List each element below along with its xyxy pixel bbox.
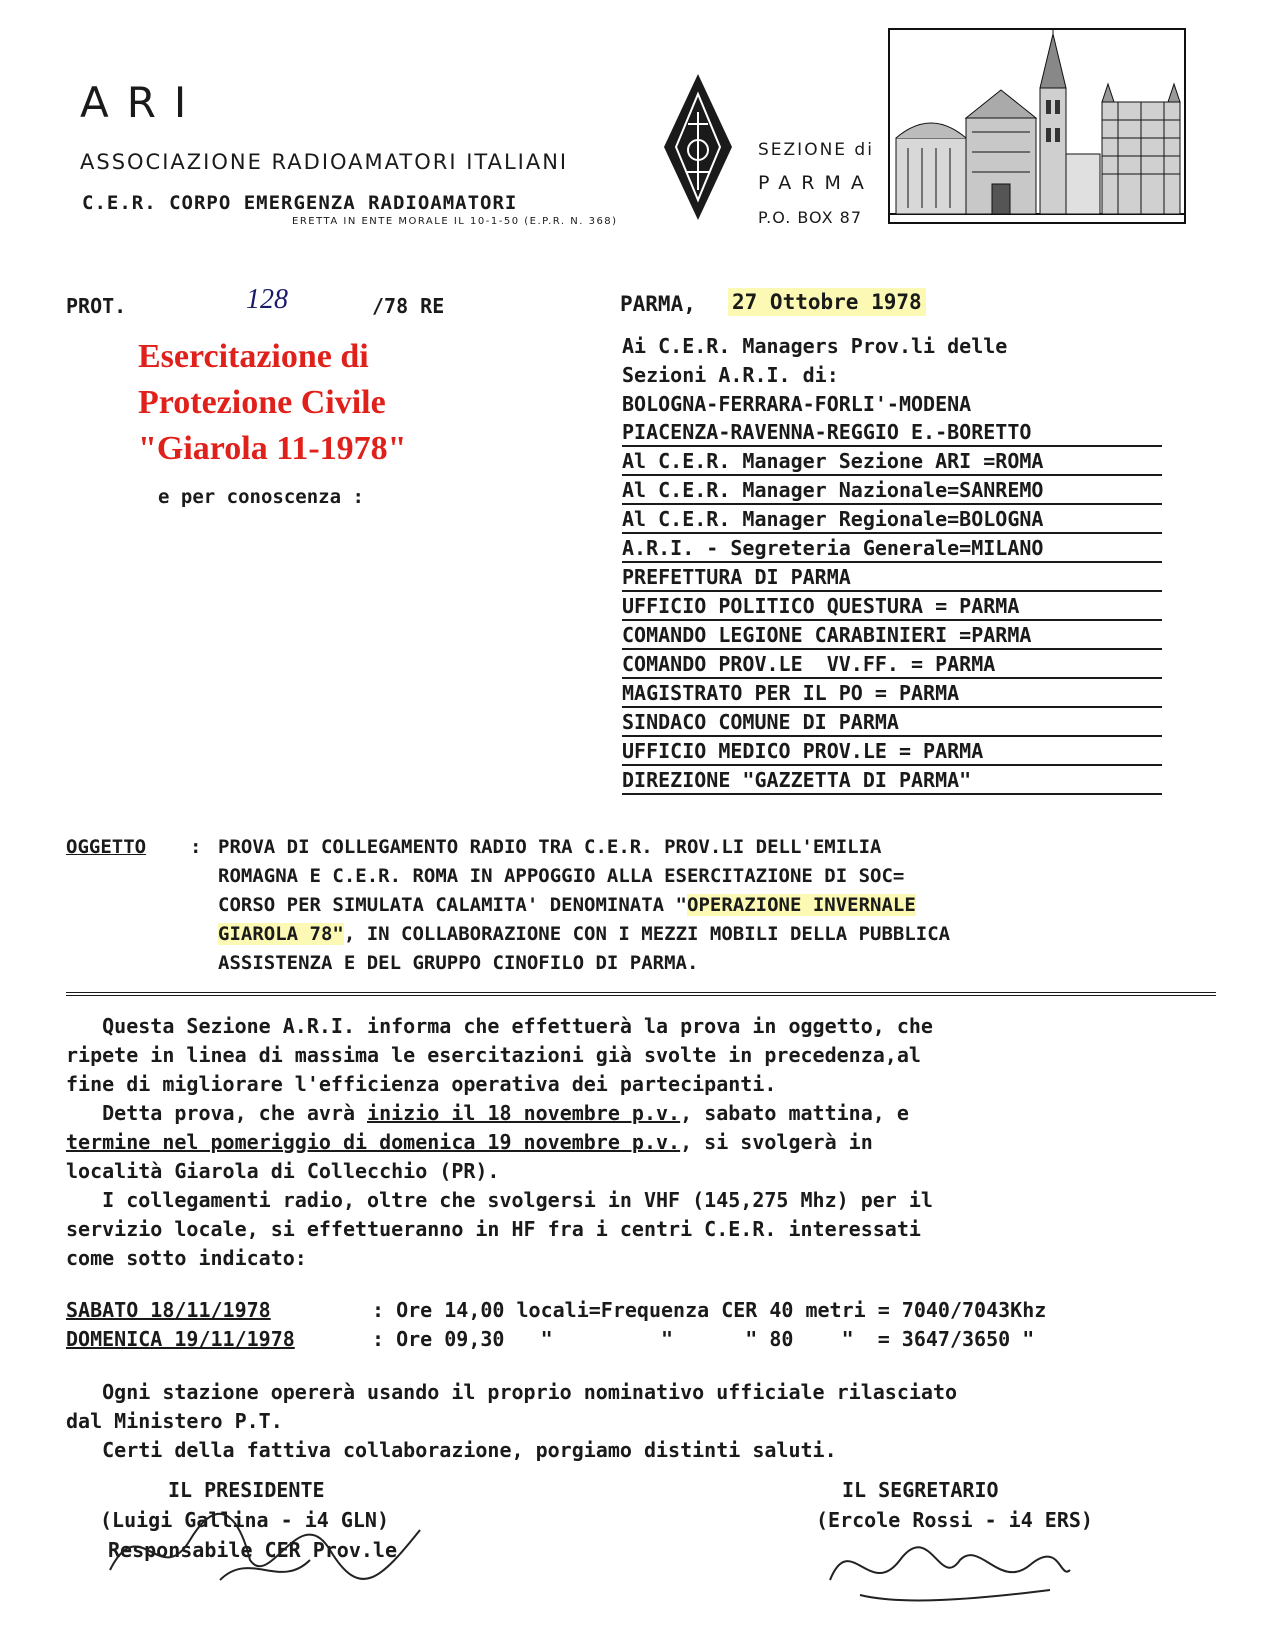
oggetto-text: CORSO PER SIMULATA CALAMITA' DENOMINATA " (218, 894, 687, 916)
recipient-line: BOLOGNA-FERRARA-FORLI'-MODENA (622, 392, 972, 416)
body-underlined: inizio il 18 novembre p.v. (367, 1101, 681, 1125)
body-line: Questa Sezione A.R.I. informa che effettuerà la prova in oggetto, che (66, 1014, 933, 1038)
oggetto-line: PROVA DI COLLEGAMENTO RADIO TRA C.E.R. PROV.LI DELL'EMILIA (218, 836, 882, 858)
oggetto-line (218, 923, 950, 945)
president-role: Responsabile CER Prov.le (108, 1538, 397, 1562)
schedule-detail: : Ore 09,30 " " " 80 " = 3647/3650 " (372, 1327, 1035, 1351)
prot-number: 128 (246, 284, 288, 315)
body-line: fine di migliorare l'efficienza operativa dei partecipanti. (66, 1072, 777, 1096)
recipient-line: COMANDO LEGIONE CARABINIERI =PARMA (622, 623, 1162, 650)
oggetto-highlight: GIAROLA 78" (218, 923, 344, 945)
body-text: , si svolgerà in (680, 1130, 873, 1154)
recipient-line: MAGISTRATO PER IL PO = PARMA (622, 681, 1162, 708)
closing-line: dal Ministero P.T. (66, 1409, 283, 1433)
president-title: IL PRESIDENTE (168, 1478, 325, 1502)
secretary-title: IL SEGRETARIO (842, 1478, 999, 1502)
recipient-line: DIREZIONE "GAZZETTA DI PARMA" (622, 768, 1162, 795)
secretary-signature (820, 1520, 1080, 1610)
recipient-line: Sezioni A.R.I. di: (622, 363, 839, 387)
closing-line: Ogni stazione opererà usando il proprio nominativo ufficiale rilasciato (66, 1380, 958, 1404)
schedule-day: SABATO 18/11/1978 (66, 1298, 271, 1322)
ari-logo-text: ARI (80, 78, 205, 127)
body-underlined: termine nel pomeriggio di domenica 19 novembre p.v. (66, 1130, 681, 1154)
recipient-line: A.R.I. - Segreteria Generale=MILANO (622, 536, 1162, 563)
association-name: ASSOCIAZIONE RADIOAMATORI ITALIANI (80, 150, 569, 174)
president-name: (Luigi Gallina - i4 GLN) (100, 1508, 389, 1532)
oggetto-line (218, 894, 916, 916)
oggetto-line: ROMAGNA E C.E.R. ROMA IN APPOGGIO ALLA ESERCITAZIONE DI SOC= (218, 865, 905, 887)
title-line-2: Protezione Civile (138, 384, 386, 421)
recipient-line: PIACENZA-RAVENNA-REGGIO E.-BORETTO (622, 420, 1162, 447)
section-city: PARMA (758, 172, 874, 194)
prot-suffix: /78 RE (372, 294, 445, 318)
po-box: P.O. BOX 87 (758, 208, 863, 227)
section-label: SEZIONE di (758, 140, 874, 160)
recipient-line: Ai C.E.R. Managers Prov.li delle (622, 334, 1008, 358)
body-line: servizio locale, si effettueranno in HF fra i centri C.E.R. interessati (66, 1217, 921, 1241)
recipient-line: UFFICIO POLITICO QUESTURA = PARMA (622, 594, 1162, 621)
recipient-line: Al C.E.R. Manager Regionale=BOLOGNA (622, 507, 1162, 534)
oggetto-label: OGGETTO (66, 836, 147, 858)
closing-line: Certi della fattiva collaborazione, porgiamo distinti saluti. (66, 1438, 837, 1462)
oggetto-highlight: OPERAZIONE INVERNALE (687, 894, 916, 916)
body-line (66, 1130, 873, 1154)
body-text: , sabato mattina, e (680, 1101, 909, 1125)
recipient-line: SINDACO COMUNE DI PARMA (622, 710, 1162, 737)
date-place: PARMA, (620, 292, 696, 316)
body-line (66, 1101, 909, 1125)
recipient-line: PREFETTURA DI PARMA (622, 565, 1162, 592)
oggetto-colon: : (190, 836, 202, 858)
president-signature (100, 1490, 440, 1600)
title-line-1: Esercitazione di (138, 338, 369, 375)
date-value: 27 Ottobre 1978 (728, 288, 926, 316)
body-line: località Giarola di Collecchio (PR). (66, 1159, 500, 1183)
schedule-detail: : Ore 14,00 locali=Frequenza CER 40 metri = 7040/7043Khz (372, 1298, 1047, 1322)
recipient-line: Al C.E.R. Manager Nazionale=SANREMO (622, 478, 1162, 505)
title-line-3: "Giarola 11-1978" (138, 430, 407, 467)
separator-line (66, 992, 1216, 996)
body-line: ripete in linea di massima le esercitazioni già svolte in precedenza,al (66, 1043, 921, 1067)
parma-cathedral-illustration (888, 28, 1186, 224)
recipient-line: COMANDO PROV.LE VV.FF. = PARMA (622, 652, 1162, 679)
recipient-line: UFFICIO MEDICO PROV.LE = PARMA (622, 739, 1162, 766)
recipient-line: Al C.E.R. Manager Sezione ARI =ROMA (622, 449, 1162, 476)
ente-line: ERETTA IN ENTE MORALE IL 10-1-50 (E.P.R. N. 368) (292, 216, 618, 227)
oggetto-text: , IN COLLABORAZIONE CON I MEZZI MOBILI DELLA PUBBLICA (343, 923, 951, 945)
body-line: come sotto indicato: (66, 1246, 307, 1270)
per-conoscenza-label: e per conoscenza : (158, 486, 364, 508)
cer-line: C.E.R. CORPO EMERGENZA RADIOAMATORI (82, 192, 518, 214)
body-line: I collegamenti radio, oltre che svolgersi in VHF (145,275 Mhz) per il (66, 1188, 933, 1212)
ari-emblem-icon (662, 72, 734, 222)
secretary-name: (Ercole Rossi - i4 ERS) (816, 1508, 1093, 1532)
prot-label: PROT. (66, 294, 127, 318)
body-text: Detta prova, che avrà (66, 1101, 368, 1125)
schedule-day: DOMENICA 19/11/1978 (66, 1327, 295, 1351)
oggetto-line: ASSISTENZA E DEL GRUPPO CINOFILO DI PARMA. (218, 952, 699, 974)
